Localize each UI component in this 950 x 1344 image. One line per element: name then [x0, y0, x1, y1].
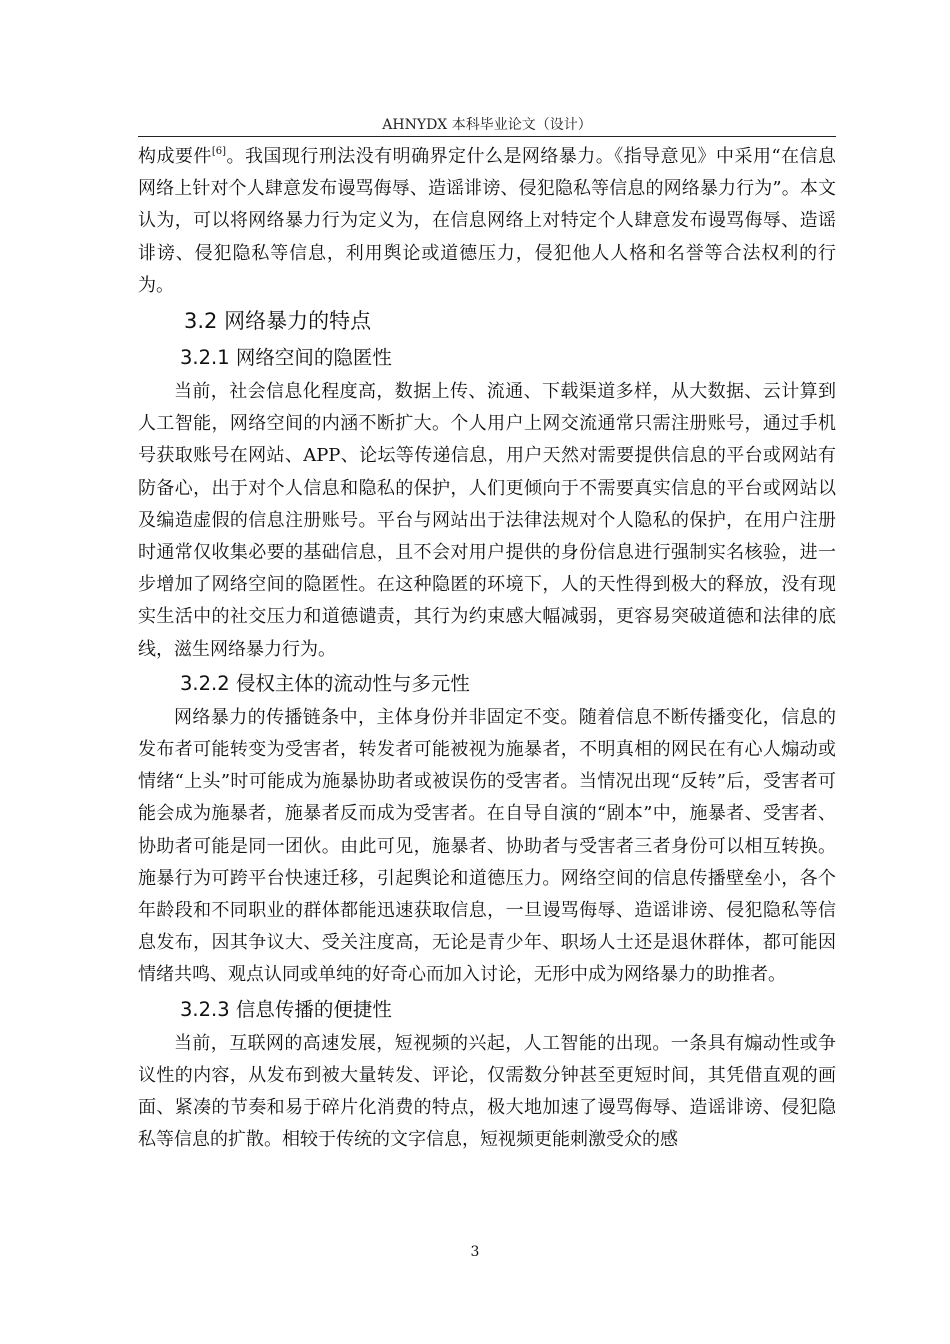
subsection-heading-3-2-2: 3.2.2 侵权主体的流动性与多元性: [180, 671, 470, 695]
citation-ref[interactable]: [6]: [211, 146, 227, 157]
section-heading-3-2: 3.2 网络暴力的特点: [184, 309, 372, 334]
intro-text-start: 构成要件: [138, 146, 212, 167]
page-number: 3: [470, 1244, 480, 1260]
header-rule: [138, 136, 836, 137]
paragraph-3-2-3: 当前，互联网的高速发展，短视频的兴起，人工智能的出现。一条具有煽动性或争议性的内容，从发布到被大量转发、评论，仅需数分钟甚至更短时间，其凭借直观的画面、紧凑的节奏和易于碎片化消费的特点，极大地加速了谩骂侮辱、造谣诽谤、侵犯隐私等信息的扩散。相较于传统的文字信息，短视频更能刺激受众的感: [138, 1032, 836, 1151]
page-body: [138, 141, 836, 1156]
intro-paragraph: [138, 141, 836, 302]
running-header: AHNYDX 本科毕业论文（设计）: [382, 117, 592, 133]
subsection-heading-3-2-1: 3.2.1 网络空间的隐匿性: [180, 346, 392, 370]
subsection-heading-3-2-3: 3.2.3 信息传播的便捷性: [180, 997, 392, 1021]
intro-text-rest: 。我国现行刑法没有明确界定什么是网络暴力。《指导意见》中采用“在信息网络上针对个人肆意发布谩骂侮辱、造谣诽谤、侵犯隐私等信息的网络暴力行为”。本文认为，可以将网络暴力行为定义为，在信息网络上对特定个人肆意发布谩骂侮辱、造谣诽谤、侵犯隐私等信息，利用舆论或道德压力，侵犯他人人格和名誉等合法权利的行为。: [138, 146, 836, 296]
paragraph-3-2-2: 网络暴力的传播链条中，主体身份并非固定不变。随着信息不断传播变化，信息的发布者可能转变为受害者，转发者可能被视为施暴者，不明真相的网民在有心人煽动或情绪“上头”时可能成为施暴协助者或被误伤的受害者。当情况出现“反转”后，受害者可能会成为施暴者，施暴者反而成为受害者。在自导自演的“剧本”中，施暴者、受害者、协助者可能是同一团伙。由此可见，施暴者、协助者与受害者三者身份可以相互转换。施暴行为可跨平台快速迁移，引起舆论和道德压力。网络空间的信息传播壁垒小，各个年龄段和不同职业的群体都能迅速获取信息，一旦谩骂侮辱、造谣诽谤、侵犯隐私等信息发布，因其争议大、受关注度高，无论是青少年、职场人士还是退休群体，都可能因情绪共鸣、观点认同或单纯的好奇心而加入讨论，无形中成为网络暴力的助推者。: [138, 706, 836, 986]
paragraph-3-2-1: 当前，社会信息化程度高，数据上传、流通、下载渠道多样，从大数据、云计算到人工智能，网络空间的内涵不断扩大。个人用户上网交流通常只需注册账号，通过手机号获取账号在网站、APP、论坛等传递信息，用户天然对需要提供信息的平台或网站有防备心，出于对个人信息和隐私的保护，人们更倾向于不需要真实信息的平台或网站以及编造虚假的信息注册账号。平台与网站出于法律法规对个人隐私的保护，在用户注册时通常仅收集必要的基础信息，且不会对用户提供的身份信息进行强制实名核验，进一步增加了网络空间的隐匿性。在这种隐匿的环境下，人的天性得到极大的释放，没有现实生活中的社交压力和道德谴责，其行为约束感大幅减弱，更容易突破道德和法律的底线，滋生网络暴力行为。: [138, 381, 836, 660]
